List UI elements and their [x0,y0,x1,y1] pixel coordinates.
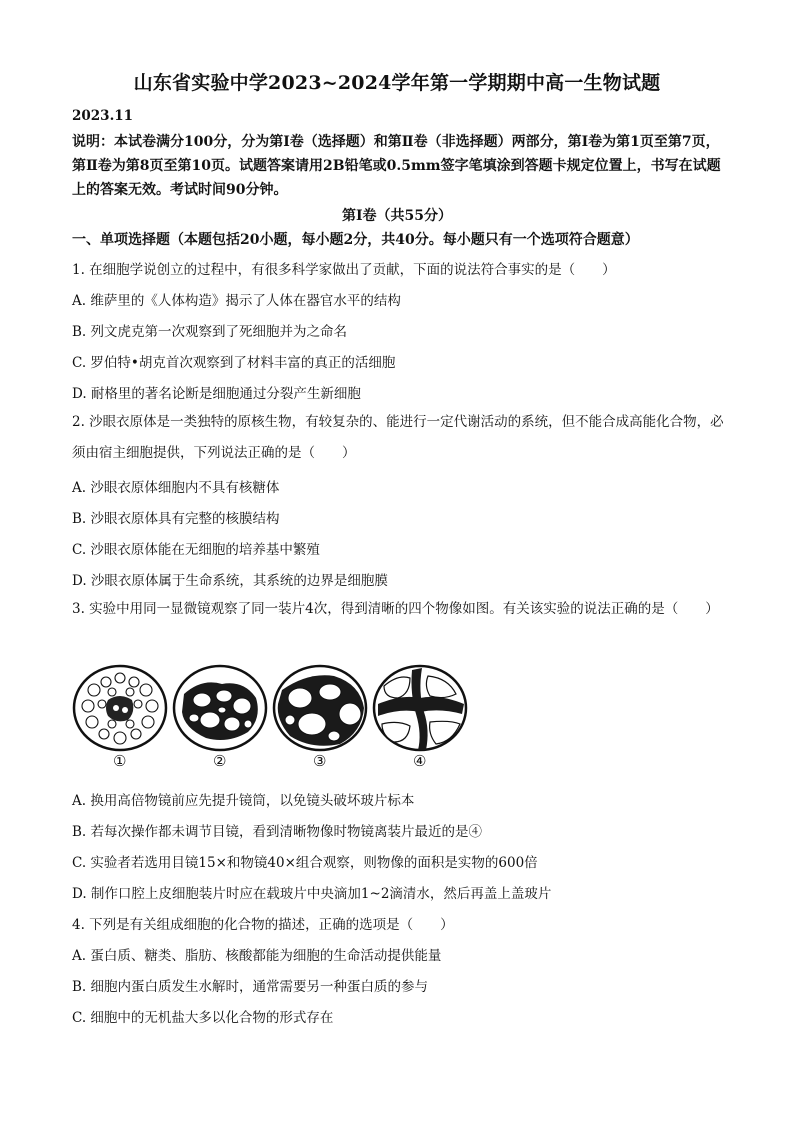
question-1-stem: 1. 在细胞学说创立的过程中，有很多科学家做出了贡献，下面的说法符合事实的是（ ） [72,262,616,278]
question-4-option-c: C. 细胞中的无机盐大多以化合物的形式存在 [72,1010,334,1026]
figure-label-4: ④ [413,752,427,770]
exam-title: 山东省实验中学2023~2024学年第一学期期中高一生物试题 [133,72,661,94]
question-4-option-a: A. 蛋白质、糖类、脂肪、核酸都能为细胞的生命活动提供能量 [72,948,442,964]
question-1-option-c: C. 罗伯特•胡克首次观察到了材料丰富的真正的活细胞 [72,355,396,371]
question-2-option-d: D. 沙眼衣原体属于生命系统，其系统的边界是细胞膜 [72,573,388,589]
question-2-option-a: A. 沙眼衣原体细胞内不具有核糖体 [72,480,280,496]
figure-label-2: ② [213,752,227,770]
part-title: 一、单项选择题（本题包括20小题，每小题2分，共40分。每小题只有一个选项符合题意） [72,232,639,248]
question-1-option-a: A. 维萨里的《人体构造》揭示了人体在器官水平的结构 [72,293,401,309]
exam-date: 2023.11 [72,108,134,124]
microscope-view-4 [374,666,466,750]
microscope-view-1 [74,666,166,750]
question-3-option-c: C. 实验者若选用目镜15×和物镜40×组合观察，则物像的面积是实物的600倍 [72,855,538,871]
question-3-option-a: A. 换用高倍物镜前应先提升镜筒，以免镜头破坏玻片标本 [72,793,415,809]
question-1-option-d: D. 耐格里的著名论断是细胞通过分裂产生新细胞 [72,386,361,402]
question-2-stem: 2. 沙眼衣原体是一类独特的原核生物，有较复杂的、能进行一定代谢活动的系统，但不能合成高能化合物，必须由宿主细胞提供，下列说法正确的是（ ） [72,414,724,461]
figure-label-1: ① [113,752,127,770]
microscope-view-2 [174,666,266,750]
question-2-option-c: C. 沙眼衣原体能在无细胞的培养基中繁殖 [72,542,320,558]
question-1-option-b: B. 列文虎克第一次观察到了死细胞并为之命名 [72,324,348,340]
question-3-stem: 3. 实验中用同一显微镜观察了同一装片4次，得到清晰的四个物像如图。有关该实验的说法正确的是（ ） [72,601,719,617]
section-title: 第Ⅰ卷（共55分） [341,208,453,224]
question-4-stem: 4. 下列是有关组成细胞的化合物的描述，正确的选项是（ ） [72,917,454,933]
exam-instructions: 说明：本试卷满分100分，分为第Ⅰ卷（选择题）和第Ⅱ卷（非选择题）两部分，第Ⅰ卷为第1页至第7页，第Ⅱ卷为第8页至第10页。试题答案请用2B铅笔或0.5mm签字笔填涂到答题卡规定位置上，书写在试题上的答案无效。考试时间90分钟。 [72,134,721,198]
figure-label-3: ③ [313,752,327,770]
question-4-option-b: B. 细胞内蛋白质发生水解时，通常需要另一种蛋白质的参与 [72,979,429,995]
question-3-option-b: B. 若每次操作都未调节目镜，看到清晰物像时物镜离装片最近的是④ [72,824,483,840]
question-3-option-d: D. 制作口腔上皮细胞装片时应在载玻片中央滴加1~2滴清水，然后再盖上盖玻片 [72,886,552,902]
question-2-option-b: B. 沙眼衣原体具有完整的核膜结构 [72,511,280,527]
microscope-view-3 [274,666,366,750]
